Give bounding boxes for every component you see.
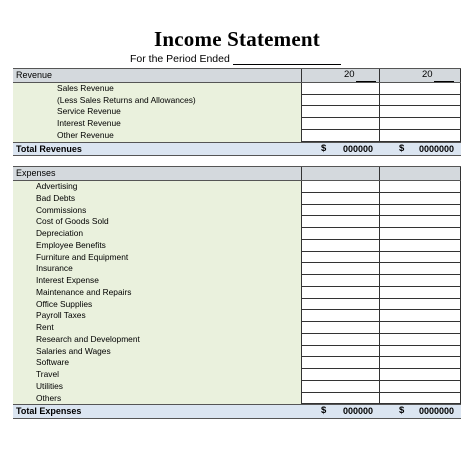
line-item-label: Rent <box>36 322 54 333</box>
amount-cell-col2[interactable] <box>379 252 461 264</box>
amount-cell-col2[interactable] <box>379 310 461 322</box>
line-item-label: Employee Benefits <box>36 239 106 250</box>
year-prefix-col2: 20 <box>422 69 433 80</box>
line-item-row <box>13 228 461 240</box>
period-label: For the Period Ended <box>130 53 230 65</box>
line-item-row <box>13 369 461 381</box>
line-item-row <box>13 346 461 358</box>
amount-cell-col2[interactable] <box>379 263 461 275</box>
amount-cell-col1[interactable] <box>301 334 379 346</box>
line-item-label: Salaries and Wages <box>36 345 111 356</box>
line-item-label: Travel <box>36 369 59 380</box>
statement-table <box>13 68 461 419</box>
period-date-blank[interactable] <box>233 54 341 65</box>
amount-cell-col1[interactable] <box>301 83 379 95</box>
revenue-header-row <box>13 68 461 83</box>
amount-cell-col1[interactable] <box>301 252 379 264</box>
total-revenues-row <box>13 142 461 157</box>
amount-cell-col2[interactable] <box>379 216 461 228</box>
amount-cell-col2[interactable] <box>379 299 461 311</box>
line-item-label: Cost of Goods Sold <box>36 216 109 227</box>
amount-cell-col2[interactable] <box>379 322 461 334</box>
amount-cell-col2[interactable] <box>379 393 461 405</box>
expenses-header-row <box>13 166 461 181</box>
line-item-label: Interest Revenue <box>57 118 121 129</box>
amount-cell-col2[interactable] <box>379 95 461 107</box>
currency-symbol: $ <box>399 142 405 154</box>
total-expenses-col2 <box>379 405 461 418</box>
revenue-header: Revenue <box>16 70 53 80</box>
amount-cell-col2[interactable] <box>379 334 461 346</box>
year-prefix-col1: 20 <box>344 69 355 80</box>
line-item-label: Advertising <box>36 181 78 192</box>
total-expenses-col1 <box>301 405 379 418</box>
expense-items <box>13 181 461 404</box>
amount-cell-col1[interactable] <box>301 118 379 130</box>
line-item-label: Sales Revenue <box>57 82 114 93</box>
amount-cell-col1[interactable] <box>301 381 379 393</box>
line-item-label: Furniture and Equipment <box>36 251 129 262</box>
line-item-row <box>13 240 461 252</box>
amount-cell-col1[interactable] <box>301 299 379 311</box>
line-item-row <box>13 263 461 275</box>
amount-cell-col1[interactable] <box>301 393 379 405</box>
line-item-row <box>13 275 461 287</box>
amount-cell-col2[interactable] <box>379 130 461 142</box>
amount-cell-col2[interactable] <box>379 381 461 393</box>
line-item-row <box>13 252 461 264</box>
line-item-label: (Less Sales Returns and Allowances) <box>57 94 196 105</box>
line-item-label: Maintenance and Repairs <box>36 286 132 297</box>
line-item-label: Other Revenue <box>57 129 114 140</box>
amount-cell-col1[interactable] <box>301 346 379 358</box>
line-item-label: Software <box>36 357 70 368</box>
amount-cell-col2[interactable] <box>379 205 461 217</box>
line-item-row <box>13 118 461 130</box>
amount-cell-col1[interactable] <box>301 181 379 193</box>
line-item-label: Office Supplies <box>36 298 93 309</box>
amount-cell-col2[interactable] <box>379 369 461 381</box>
line-item-row <box>13 287 461 299</box>
line-item-row <box>13 95 461 107</box>
amount-cell-col1[interactable] <box>301 287 379 299</box>
amount-cell-col1[interactable] <box>301 193 379 205</box>
line-item-row <box>13 205 461 217</box>
total-expenses-label: Total Expenses <box>16 406 82 417</box>
total-expenses-value-col1: 000000 <box>343 406 374 417</box>
line-item-row <box>13 322 461 334</box>
amount-cell-col1[interactable] <box>301 369 379 381</box>
amount-cell-col2[interactable] <box>379 83 461 95</box>
amount-cell-col2[interactable] <box>379 106 461 118</box>
total-revenues-col1 <box>301 143 379 156</box>
expenses-header: Expenses <box>16 168 56 179</box>
line-item-label: Interest Expense <box>36 275 99 286</box>
amount-cell-col2[interactable] <box>379 346 461 358</box>
amount-cell-col1[interactable] <box>301 216 379 228</box>
amount-cell-col1[interactable] <box>301 130 379 142</box>
line-item-row <box>13 393 461 405</box>
line-item-row <box>13 357 461 369</box>
line-item-row <box>13 299 461 311</box>
period-line <box>130 53 341 65</box>
line-item-row <box>13 310 461 322</box>
amount-cell-col1[interactable] <box>301 106 379 118</box>
amount-cell-col2[interactable] <box>379 228 461 240</box>
currency-symbol: $ <box>399 405 405 417</box>
line-item-label: Service Revenue <box>57 106 121 117</box>
line-item-label: Depreciation <box>36 228 84 239</box>
currency-symbol: $ <box>321 142 327 154</box>
line-item-row <box>13 83 461 95</box>
amount-cell-col2[interactable] <box>379 118 461 130</box>
line-item-row <box>13 181 461 193</box>
amount-cell-col2[interactable] <box>379 240 461 252</box>
amount-cell-col1[interactable] <box>301 205 379 217</box>
amount-cell-col2[interactable] <box>379 275 461 287</box>
year-header-col1 <box>301 69 379 82</box>
total-revenues-label: Total Revenues <box>16 143 82 154</box>
amount-cell-col1[interactable] <box>301 240 379 252</box>
amount-cell-col1[interactable] <box>301 275 379 287</box>
year-blank-col1[interactable] <box>356 72 376 82</box>
total-revenues-value-col1: 000000 <box>343 143 374 154</box>
amount-cell-col1[interactable] <box>301 228 379 240</box>
amount-cell-col2[interactable] <box>379 357 461 369</box>
total-expenses-value-col2: 0000000 <box>419 406 455 417</box>
line-item-label: Bad Debts <box>36 192 76 203</box>
amount-cell-col2[interactable] <box>379 193 461 205</box>
line-item-label: Insurance <box>36 263 73 274</box>
amount-cell-col1[interactable] <box>301 357 379 369</box>
line-item-label: Payroll Taxes <box>36 310 86 321</box>
total-expenses-row <box>13 404 461 419</box>
line-item-row <box>13 130 461 142</box>
amount-cell-col2[interactable] <box>379 181 461 193</box>
line-item-row <box>13 381 461 393</box>
amount-cell-col1[interactable] <box>301 322 379 334</box>
line-item-row <box>13 106 461 118</box>
line-item-row <box>13 193 461 205</box>
amount-cell-col1[interactable] <box>301 95 379 107</box>
revenue-items <box>13 83 461 142</box>
total-revenues-value-col2: 0000000 <box>419 143 455 154</box>
document-title: Income Statement <box>154 27 320 51</box>
total-revenues-col2 <box>379 143 461 156</box>
line-item-label: Commissions <box>36 204 87 215</box>
line-item-label: Utilities <box>36 380 63 391</box>
amount-cell-col2[interactable] <box>379 287 461 299</box>
line-item-row <box>13 216 461 228</box>
year-blank-col2[interactable] <box>434 72 454 82</box>
amount-cell-col1[interactable] <box>301 310 379 322</box>
line-item-label: Others <box>36 392 62 403</box>
line-item-row <box>13 334 461 346</box>
line-item-label: Research and Development <box>36 333 140 344</box>
amount-cell-col1[interactable] <box>301 263 379 275</box>
year-header-col2 <box>379 69 461 82</box>
currency-symbol: $ <box>321 405 327 417</box>
